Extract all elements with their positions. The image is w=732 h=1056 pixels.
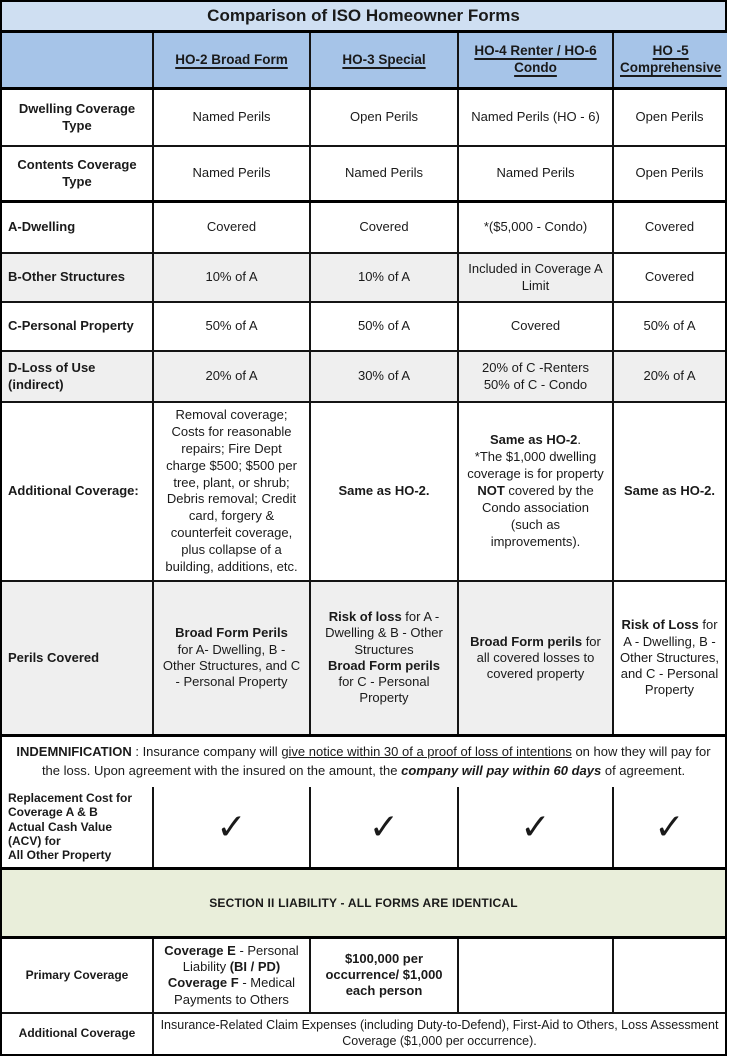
row-label: Dwelling Coverage Type (2, 90, 154, 145)
cell-ho3: $100,000 per occurrence/ $1,000 each person (311, 939, 459, 1012)
row-perils-covered (2, 582, 725, 737)
cell-ho3: Same as HO-2. (311, 403, 459, 580)
cell-ho5: 50% of A (614, 303, 725, 350)
cell-ho3: 10% of A (311, 254, 459, 301)
cell-ho3: Open Perils (311, 90, 459, 145)
cell-ho4 (459, 352, 614, 401)
checkmark-icon: ✓ (654, 805, 685, 847)
cell-ho4 (459, 582, 614, 734)
cell-ho5: Covered (614, 254, 725, 301)
row-dwelling-coverage-type (2, 90, 725, 147)
cell-ho5: Same as HO-2. (614, 403, 725, 580)
row-indemnification (2, 737, 725, 787)
cell-ho4: Named Perils (HO - 6) (459, 90, 614, 145)
cell-ho3: 50% of A (311, 303, 459, 350)
cell-ho3: Named Perils (311, 147, 459, 200)
header-ho2-label: HO-2 Broad Form (175, 51, 288, 67)
cell-ho3: 30% of A (311, 352, 459, 401)
cell-ho2: Named Perils (154, 90, 311, 145)
cell-ho2 (154, 939, 311, 1012)
row-contents-coverage-type (2, 147, 725, 203)
cell-ho5: Open Perils (614, 90, 725, 145)
row-section2-liability (2, 870, 725, 939)
row-additional-coverage-bottom (2, 1014, 725, 1054)
cell-ho5 (614, 939, 725, 1012)
header-empty-cell (2, 33, 154, 87)
row-label: Replacement Cost for Coverage A & B Actual Cash Value (ACV) for All Other Property (2, 787, 154, 867)
section2-label: SECTION II LIABILITY - ALL FORMS ARE IDENTICAL (209, 895, 518, 910)
cell-ho4: *($5,000 - Condo) (459, 203, 614, 252)
row-label: A-Dwelling (2, 203, 154, 252)
header-ho4-line1: HO-4 Renter / HO-6 (474, 43, 597, 59)
cell-ho5 (614, 582, 725, 734)
header-ho5-line2: Comprehensive (620, 60, 722, 75)
cell-ho4-line1: 20% of C -Renters (482, 360, 589, 376)
cell-ho3: Covered (311, 203, 459, 252)
cell-ho5: 20% of A (614, 352, 725, 401)
row-label: Perils Covered (2, 582, 154, 734)
row-primary-coverage (2, 939, 725, 1014)
cell-ho2: 20% of A (154, 352, 311, 401)
coverage-e-text: Coverage E - Personal Liability (BI / PD) (164, 942, 299, 975)
cell-ho2 (154, 787, 311, 867)
cell-ho4-text: Broad Form perils for all covered losses to covered property (470, 633, 601, 682)
row-label: Primary Coverage (2, 939, 154, 1012)
row-replacement-cost (2, 787, 725, 870)
page-title: Comparison of ISO Homeowner Forms (207, 6, 520, 25)
cell-ho4 (459, 787, 614, 867)
cell-ho4: Covered (459, 303, 614, 350)
row-label: Contents Coverage Type (2, 147, 154, 200)
checkmark-icon: ✓ (520, 805, 551, 847)
cell-ho3 (311, 787, 459, 867)
header-row (2, 33, 725, 90)
cell-ho2: 10% of A (154, 254, 311, 301)
cell-ho2: Removal coverage; Costs for reasonable repairs; Fire Dept charge $500; $500 per tree, plant, or shrub; Debris removal; Credit card, forgery & counterfeit coverage, plus collapse of a building, additions, etc. (154, 403, 311, 580)
cell-ho5: Covered (614, 203, 725, 252)
row-label: D-Loss of Use (indirect) (2, 352, 154, 401)
header-ho5 (614, 33, 727, 87)
cell-ho4 (459, 403, 614, 580)
header-ho3 (311, 33, 459, 87)
row-a-dwelling (2, 203, 725, 254)
row-b-other-structures (2, 254, 725, 303)
cell-ho4 (459, 939, 614, 1012)
cell-ho2: Broad Form Perils for A- Dwelling, B - Other Structures, and C - Personal Property (154, 582, 311, 734)
cell-ho5-text: Risk of Loss for A - Dwelling, B - Other Structures, and C - Personal Property (620, 617, 719, 698)
row-label: B-Other Structures (2, 254, 154, 301)
row-label: Additional Coverage (2, 1014, 154, 1054)
checkmark-icon: ✓ (216, 805, 247, 847)
cell-ho5: Open Perils (614, 147, 725, 200)
table-title-row (2, 2, 725, 33)
checkmark-icon: ✓ (368, 805, 400, 847)
cell-span: Insurance-Related Claim Expenses (including Duty-to-Defend), First-Aid to Others, Loss Assessment Coverage ($1,000 per occurrence). (154, 1014, 725, 1054)
cell-ho2: Named Perils (154, 147, 311, 200)
cell-ho2: 50% of A (154, 303, 311, 350)
coverage-f-text: Coverage F - Medical Payments to Others (167, 975, 296, 1007)
cell-ho5 (614, 787, 725, 867)
row-c-personal-property (2, 303, 725, 352)
cell-ho4-line1: Same as HO-2. (489, 432, 582, 448)
row-d-loss-of-use (2, 352, 725, 403)
cell-ho4: Named Perils (459, 147, 614, 200)
cell-ho4-line2: 50% of C - Condo (483, 376, 588, 392)
indemnification-text: INDEMNIFICATION : Insurance company will give notice within 30 of a proof of loss of intentions on how they will pay for the loss. Upon agreement with the insured on the amount, the company will pay within 60 days of agreement. (16, 744, 711, 778)
cell-ho2: Covered (154, 203, 311, 252)
cell-ho3-part1: Risk of loss for A - Dwelling & B - Other Structures (325, 609, 443, 657)
cell-ho4: Included in Coverage A Limit (459, 254, 614, 301)
cell-ho3: Risk of loss for A - Dwelling & B - Other Structures Broad Form perils for C - Personal Property (311, 582, 459, 734)
header-ho3-label: HO-3 Special (342, 51, 426, 67)
header-ho2 (154, 33, 311, 87)
header-ho4-line2: Condo (514, 60, 557, 75)
cell-ho4-note: *The $1,000 dwelling coverage is for property NOT covered by the Condo association (such as improvements). (467, 449, 604, 549)
row-label: C-Personal Property (2, 303, 154, 350)
row-additional-coverage (2, 403, 725, 582)
header-ho4-ho6 (459, 33, 614, 87)
header-ho5-line1: HO -5 (652, 43, 689, 59)
row-label: Additional Coverage: (2, 403, 154, 580)
